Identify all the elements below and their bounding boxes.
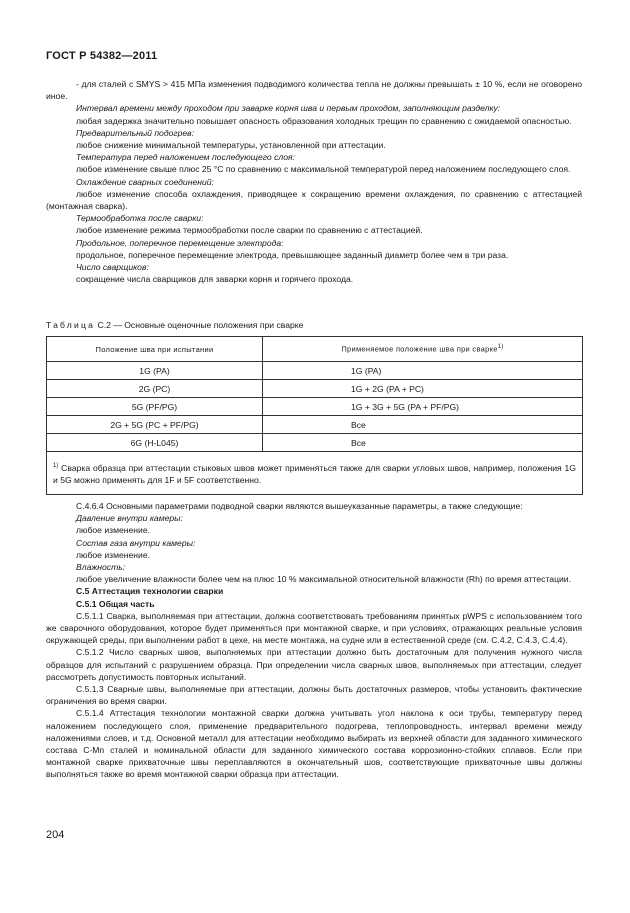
paragraph: любое изменение.: [76, 549, 150, 560]
paragraph: С.5.1.1 Сварка, выполняемая при аттестации, должна соответствовать требованиям принятых pWPS с использованием того же сварочного оборудования, которое будет применяться при монтажной сварке, и при условиях, отражающих реальные условия окружающей среды, при выполнении работ в цехе, на месте монтажа, на судне или в естественной среде (см. С.4.2, С.4.3, С.4.4).: [46, 610, 582, 646]
section-heading: С.5 Аттестация технологии сварки: [76, 586, 224, 597]
table-cell: Все: [263, 434, 583, 452]
paragraph: - для сталей с SMYS > 415 МПа изменения подводимого количества тепла не должны превышать ± 10 %, если не оговорено иное.: [46, 79, 582, 102]
paragraph: любое снижение минимальной температуры, установленной при аттестации.: [76, 140, 386, 151]
table-cell: 5G (PF/PG): [47, 398, 263, 416]
paragraph: любое изменение свыше плюс 25 °С по сравнению с максимальной температурой перед наложением последующего слоя.: [76, 164, 571, 175]
table-footnote-row: [47, 452, 583, 495]
table-cell: 2G + 5G (PC + PF/PG): [47, 416, 263, 434]
param-heading: Продольное, поперечное перемещение электрода:: [76, 237, 284, 248]
table-header-col2-text: Применяемое положение шва при сварке: [341, 344, 498, 354]
table-header-row: [47, 337, 583, 362]
paragraph: любая задержка значительно повышает опасность образования холодных трещин по сравнению с ожидаемой опасностью.: [76, 115, 572, 126]
table-caption-text: С.2 — Основные оценочные положения при сварке: [95, 320, 304, 330]
table-cell: 6G (H-L045): [47, 434, 263, 452]
paragraph: любое увеличение влажности более чем на плюс 10 % максимальной относительной влажности (Rh) по время аттестации.: [76, 574, 571, 585]
table-header-col2-sup: 1): [497, 344, 504, 351]
paragraph: продольное, поперечное перемещение электрода, превышающее заданный диаметр более чем в три раза.: [76, 249, 509, 260]
param-heading: Термообработка после сварки:: [76, 213, 204, 224]
table-caption-prefix: Таблица: [46, 320, 96, 330]
paragraph: С.5.1.2 Число сварных швов, выполняемых при аттестации должно быть достаточным для получения нужного числа образцов для испытаний с разрушением образца. При определении числа сварных швов, выполняемых при аттестации, следует рассмотреть допустимость повторных испытаний.: [46, 647, 582, 682]
param-heading: Температура перед наложением последующего слоя:: [76, 152, 295, 163]
table-row: [47, 380, 583, 398]
table-cell: 1G (PA): [263, 362, 583, 380]
paragraph: любое изменение.: [76, 525, 150, 536]
positions-table: [46, 336, 583, 495]
table-cell: 2G (PC): [47, 380, 263, 398]
table-cell: 1G + 3G + 5G (PA + PF/PG): [263, 398, 583, 416]
table-footnote: [47, 452, 583, 495]
param-heading: Интервал времени между проходом при заварке корня шва и первым проходом, заполняющим разделку:: [76, 103, 501, 114]
param-heading: Влажность:: [76, 562, 126, 573]
table-row: [47, 416, 583, 434]
param-heading: Состав газа внутри камеры:: [76, 537, 196, 548]
table-footnote-sup: 1): [53, 463, 59, 470]
table-header-col2: [263, 337, 583, 362]
table-cell: 1G (PA): [47, 362, 263, 380]
table-row: [47, 398, 583, 416]
paragraph: С.4.6.4 Основными параметрами подводной сварки являются вышеуказанные параметры, а также следующие:: [76, 501, 523, 511]
table-header-col1: Положение шва при испытании: [47, 337, 263, 362]
param-heading: Число сварщиков:: [76, 262, 149, 273]
paragraph: сокращение числа сварщиков для заварки корня и горячего прохода.: [76, 274, 354, 285]
document-header: ГОСТ Р 54382—2011: [46, 50, 158, 62]
table-footnote-text: Сварка образца при аттестации стыковых швов может применяться также для сварки угловых швов, например, положения 1G и 5G можно применять для 1F и 5F соответственно.: [53, 462, 576, 485]
param-heading: Охлаждение сварных соединений:: [76, 176, 214, 187]
table-cell: Все: [263, 416, 583, 434]
paragraph: любое изменение способа охлаждения, приводящее к сокращению времени охлаждения, по сравнению с аттестацией (монтажная сварка).: [46, 188, 582, 212]
table-cell: 1G + 2G (PA + PC): [263, 380, 583, 398]
top-section: [46, 78, 582, 285]
bottom-section: [46, 500, 582, 781]
param-heading: Давление внутри камеры:: [76, 513, 183, 524]
page-number: 204: [46, 829, 65, 841]
table-row: [47, 434, 583, 452]
subsection-heading: С.5.1 Общая часть: [76, 598, 155, 609]
table-row: [47, 362, 583, 380]
table-caption: [46, 320, 303, 330]
paragraph: С.5.1.3 Сварные швы, выполняемые при аттестации, должны быть достаточных размеров, чтобы установить фактические ограничения во время сварки.: [46, 684, 582, 707]
paragraph: любое изменение режима термообработки после сварки по сравнению с аттестацией.: [76, 225, 423, 236]
paragraph: С.5.1.4 Аттестация технологии монтажной сварки должна учитывать угол наклона к оси трубы, температуру перед наложением последующего слоя, применение предварительного подогрева, теплопроводность, интервал времени между наложениями слоев, и т.д. Основной металл для аттестации необходимо выбирать из верхней области для заданного химического состава C-Mn сталей и номинальной области для заданного химического состава коррозионно-стойких сплавов. Если при монтажной сварке прихваточные швы переплавляются в окончательный шов, соответствующие прихваточные швы должны выполняться также во время монтажной сварки образца при аттестации.: [46, 708, 582, 780]
param-heading: Предварительный подогрев:: [76, 127, 195, 138]
